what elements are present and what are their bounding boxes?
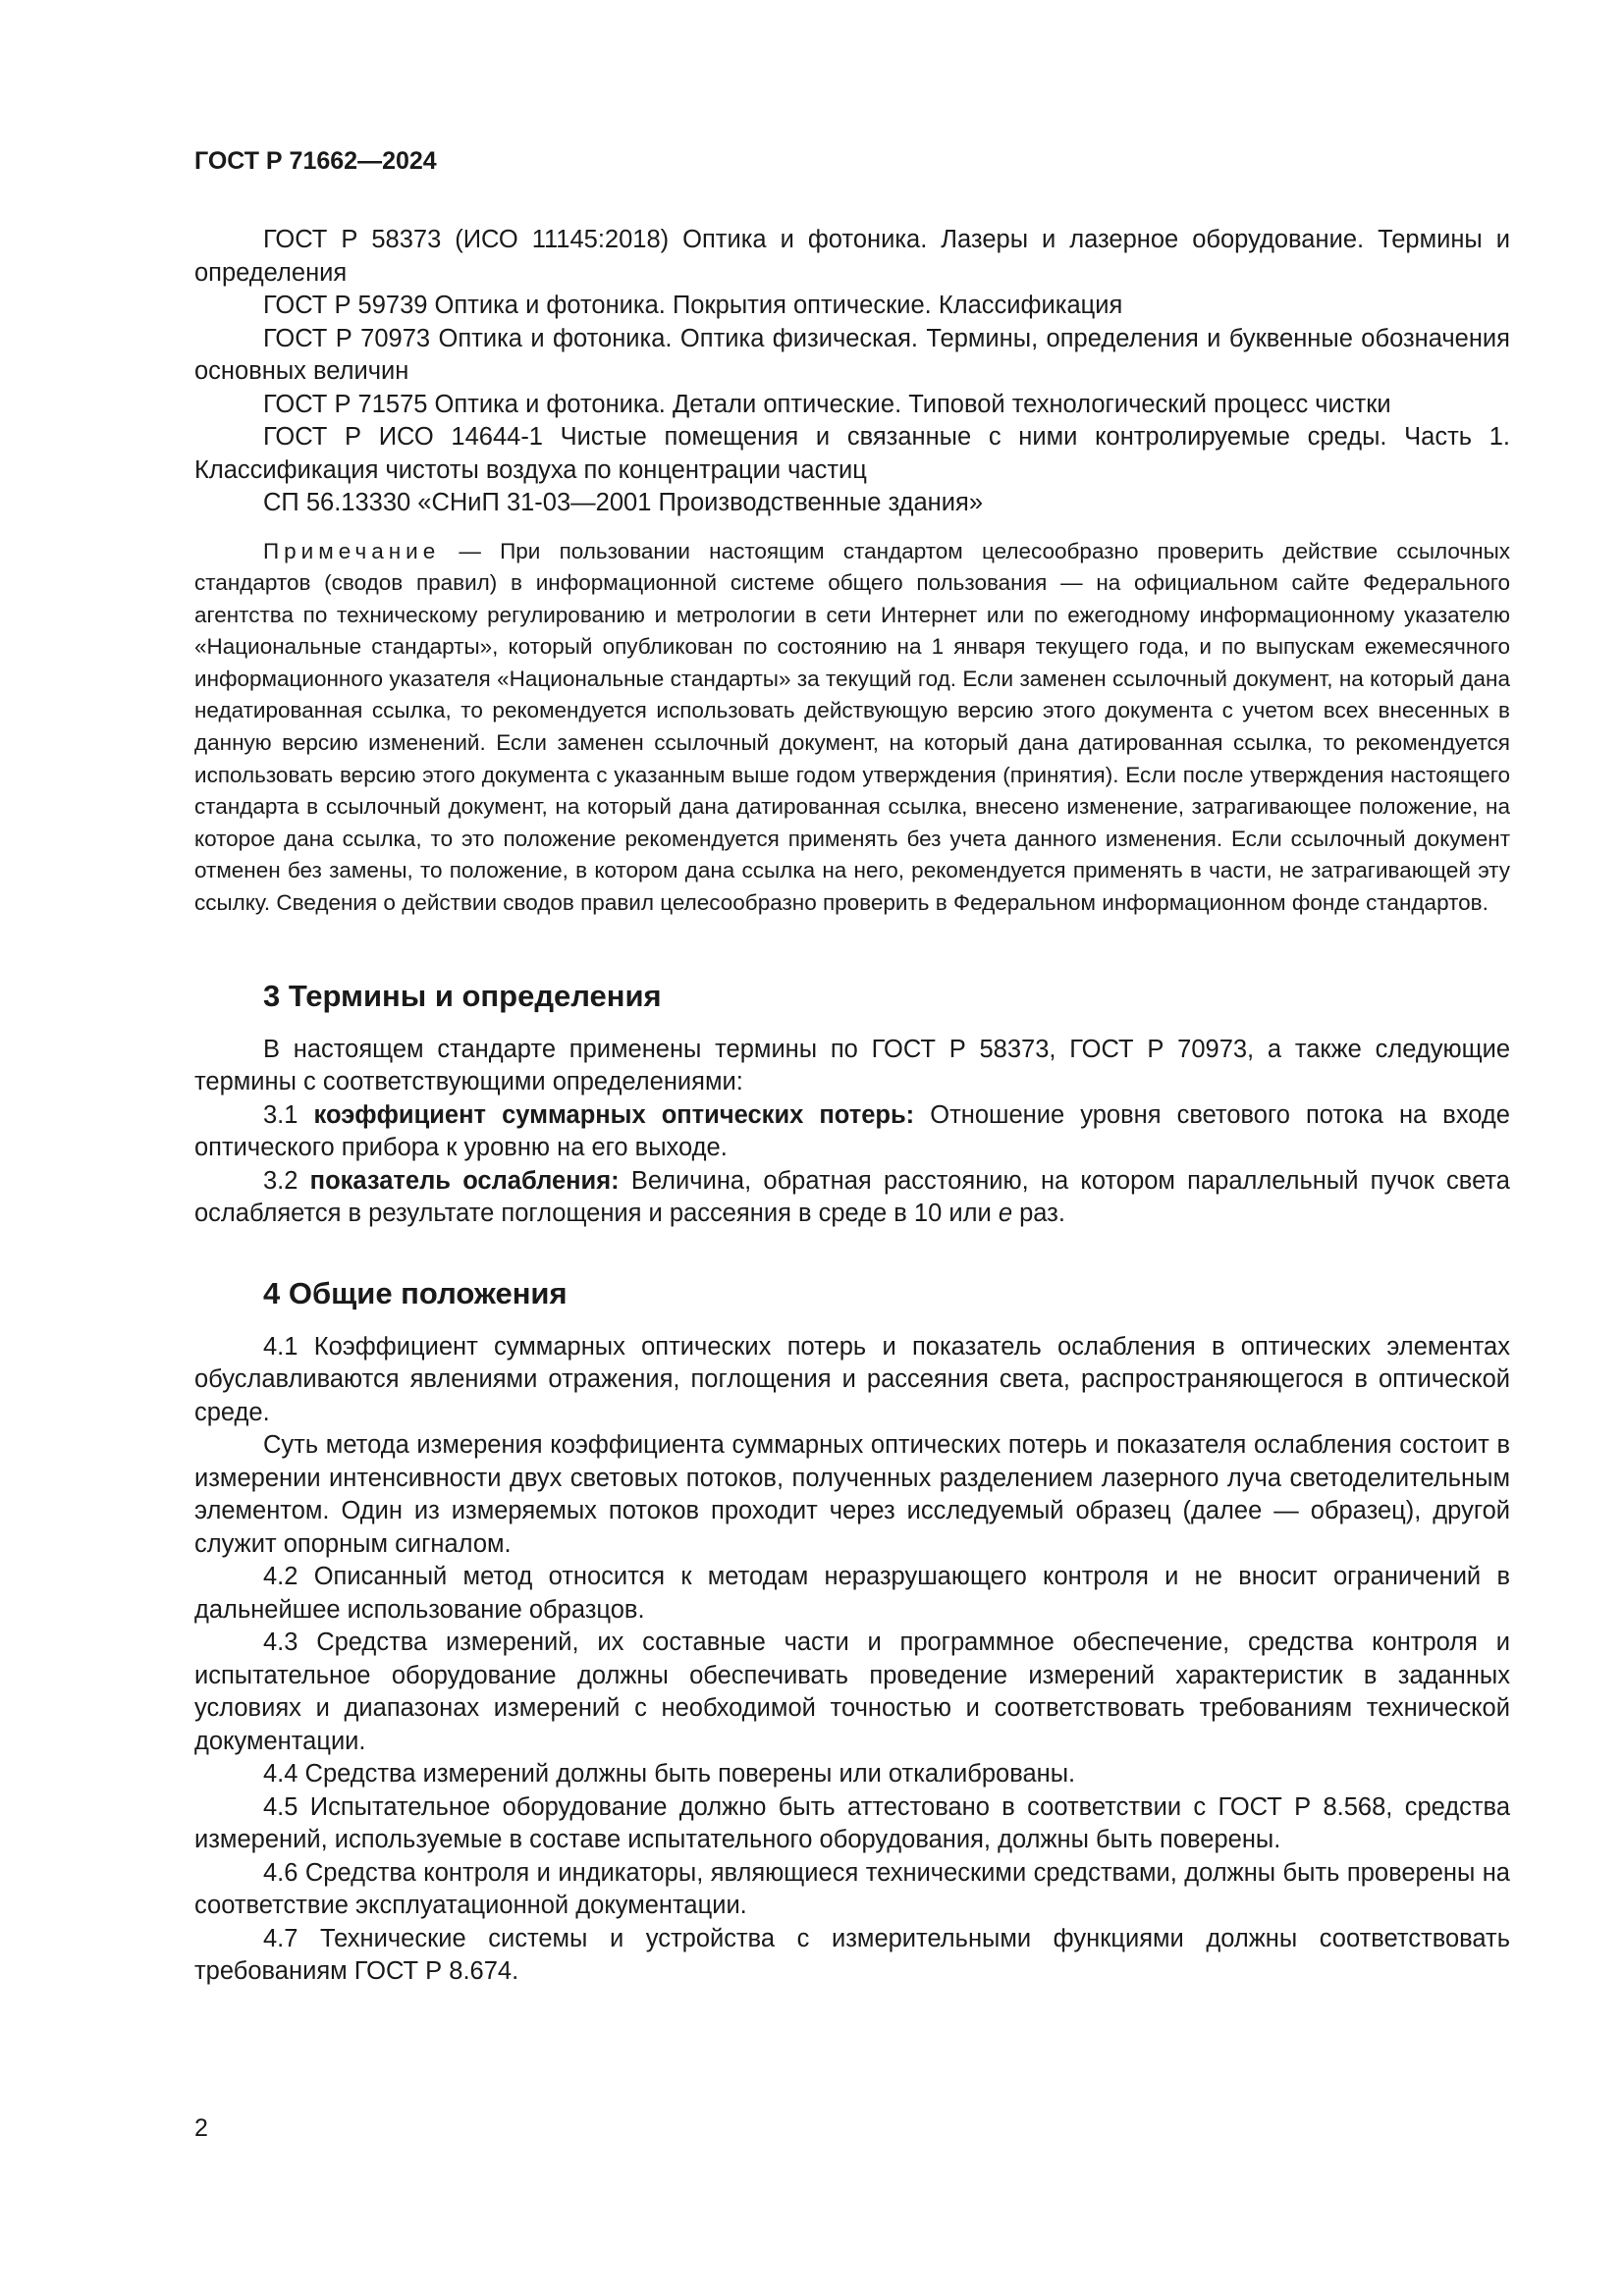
section-4-paragraph: 4.1 Коэффициент суммарных оптических потерь и показатель ослабления в оптических элементах обуславливаются явлениями отражения, поглощения и рассеяния света, распространяющегося в оптической среде. bbox=[194, 1332, 1510, 1426]
reference-item: ГОСТ Р 59739 Оптика и фотоника. Покрытия оптические. Классификация bbox=[263, 292, 1123, 319]
note-dash: — bbox=[440, 538, 501, 563]
section-4-paragraph: 4.4 Средства измерений должны быть поверены или откалиброваны. bbox=[263, 1760, 1076, 1789]
section-4-paragraph: 4.2 Описанный метод относится к методам неразрушающего контроля и не вносит ограничений в дальнейшее использование образцов. bbox=[194, 1563, 1510, 1624]
section-4-paragraph: Суть метода измерения коэффициента суммарных оптических потерь и показателя ослабления состоит в измерении интенсивности двух световых потоков, полученных разделением лазерного луча светоделительным элементом. Один из измеряемых потоков проходит через исследуемый образец (далее — образец), другой служит опорным сигналом. bbox=[194, 1431, 1510, 1558]
section-4-paragraph: 4.6 Средства контроля и индикаторы, являющиеся техническими средствами, должны быть проверены на соответствие эксплуатационной документации. bbox=[194, 1858, 1510, 1920]
note-paragraph bbox=[194, 536, 1510, 920]
term-number: 3.2 bbox=[263, 1166, 310, 1195]
section-4-paragraph: 4.3 Средства измерений, их составные части и программное обеспечение, средства контроля и испытательное оборудование должны обеспечивать проведение измерений характеристик в заданных условиях и диапазонах измерений с необходимой точностью и соответствовать требованиям технической документации. bbox=[194, 1629, 1510, 1755]
term-name: коэффициент суммарных оптических потерь: bbox=[313, 1100, 915, 1129]
reference-item: ГОСТ Р ИСО 14644-1 Чистые помещения и связанные с ними контролируемые среды. Часть 1. Классификация чистоты воздуха по концентрации частиц bbox=[194, 423, 1510, 484]
standard-code-header: ГОСТ Р 71662—2024 bbox=[194, 147, 437, 175]
section-4-title: 4 Общие положения bbox=[263, 1275, 568, 1310]
reference-item: ГОСТ Р 71575 Оптика и фотоника. Детали оптические. Типовой технологический процесс чистки bbox=[263, 390, 1391, 418]
term-italic-symbol: e bbox=[998, 1200, 1013, 1228]
term-3-2 bbox=[194, 1165, 1510, 1231]
term-definition: Отношение уровня светового потока на входе оптического прибора к уровню на его выходе. bbox=[194, 1100, 1510, 1162]
note-label: Примечание bbox=[263, 538, 441, 563]
term-definition: Величина, обратная расстоянию, на котором параллельный пучок света ослабляется в результате поглощения и рассеяния в среде в 10 или bbox=[194, 1166, 1510, 1228]
section-4-paragraph: 4.7 Технические системы и устройства с измерительными функциями должны соответствовать требованиям ГОСТ Р 8.674. bbox=[194, 1924, 1510, 1986]
normative-references-list bbox=[194, 224, 1510, 520]
term-3-1 bbox=[194, 1099, 1510, 1165]
section-3-intro: В настоящем стандарте применены термины по ГОСТ Р 58373, ГОСТ Р 70973, а также следующие термины с соответствующими определениями: bbox=[194, 1035, 1510, 1096]
section-4-paragraph: 4.5 Испытательное оборудование должно быть аттестовано в соответствии с ГОСТ Р 8.568, средства измерений, используемые в составе испытательного оборудования, должны быть поверены. bbox=[194, 1792, 1510, 1854]
term-definition-tail: раз. bbox=[1012, 1200, 1065, 1228]
reference-item: СП 56.13330 «СНиП 31-03—2001 Производственные здания» bbox=[263, 489, 984, 516]
document-body bbox=[194, 224, 1510, 1989]
section-3-title: 3 Термины и определения bbox=[263, 978, 662, 1013]
reference-item: ГОСТ Р 58373 (ИСО 11145:2018) Оптика и фотоника. Лазеры и лазерное оборудование. Термины и определения bbox=[194, 226, 1510, 287]
note-text: При пользовании настоящим стандартом целесообразно проверить действие ссылочных стандартов (сводов правил) в информационной системе общего пользования — на официальном сайте Федерального агентства по техническому регулированию и метрологии в сети Интернет или по ежегодному информационному указателю «Национальные стандарты», который опубликован по состоянию на 1 января текущего года, и по выпускам ежемесячного информационного указателя «Национальные стандарты» за текущий год. Если заменен ссылочный документ, на который дана недатированная ссылка, то рекомендуется использовать действующую версию этого документа с учетом всех внесенных в данную версию изменений. Если заменен ссылочный документ, на который дана датированная ссылка, то рекомендуется использовать версию этого документа с указанным выше годом утверждения (принятия). Если после утверждения настоящего стандарта в ссылочный документ, на который дана датированная ссылка, внесено изменение, затрагивающее положение, на которое дана ссылка, то это положение рекомендуется применять без учета данного изменения. Если ссылочный документ отменен без замены, то положение, в котором дана ссылка на него, рекомендуется применять в части, не затрагивающей эту ссылку. Сведения о действии сводов правил целесообразно проверить в Федеральном информационном фонде стандартов. bbox=[194, 538, 1510, 916]
term-number: 3.1 bbox=[263, 1100, 314, 1129]
page-number: 2 bbox=[194, 2114, 208, 2142]
reference-item: ГОСТ Р 70973 Оптика и фотоника. Оптика физическая. Термины, определения и буквенные обозначения основных величин bbox=[194, 324, 1510, 385]
term-name: показатель ослабления: bbox=[309, 1166, 620, 1195]
